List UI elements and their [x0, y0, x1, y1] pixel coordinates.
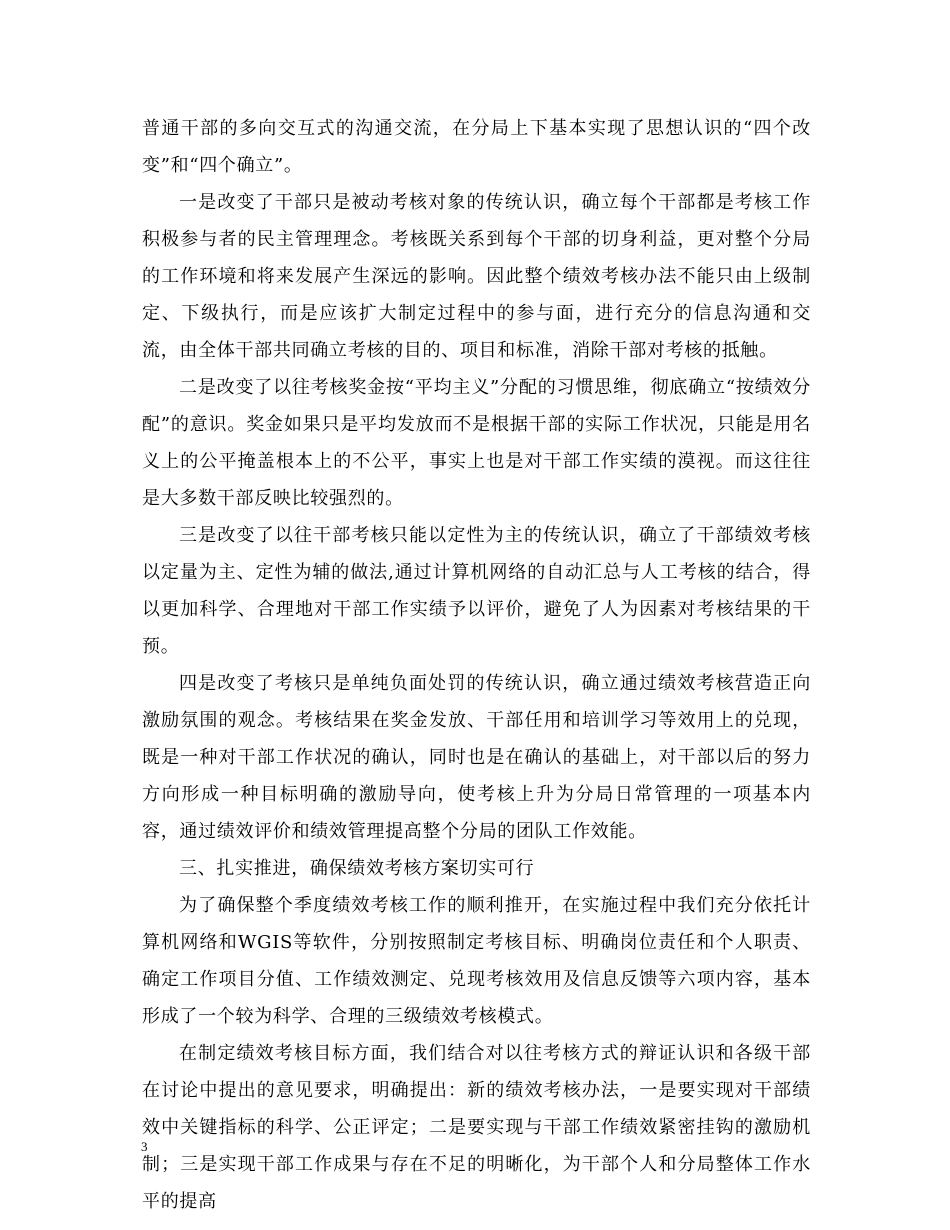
body-text	[142, 110, 811, 1220]
paragraph-change-one: 一是改变了干部只是被动考核对象的传统认识，确立每个干部都是考核工作积极参与者的民主管理理念。考核既关系到每个干部的切身利益，更对整个分局的工作环境和将来发展产生深远的影响。因此整个绩效考核办法不能只由上级制定、下级执行，而是应该扩大制定过程中的参与面，进行充分的信息沟通和交流，由全体干部共同确立考核的目的、项目和标准，消除干部对考核的抵触。	[142, 192, 811, 361]
paragraph-goals: 在制定绩效考核目标方面，我们结合对以往考核方式的辩证认识和各级干部在讨论中提出的意见要求，明确提出：新的绩效考核办法，一是要实现对干部绩效中关键指标的科学、公正评定；二是要实现与干部工作绩效紧密挂钩的激励机制；三是实现干部工作成果与存在不足的明晰化，为干部个人和分局整体工作水平的提高	[142, 1043, 811, 1212]
paragraph-change-four: 四是改变了考核只是单纯负面处罚的传统认识，确立通过绩效考核营造正向激励氛围的观念。考核结果在奖金发放、干部任用和培训学习等效用上的兑现，既是一种对干部工作状况的确认，同时也是在确认的基础上，对干部以后的努力方向形成一种目标明确的激励导向，使考核上升为分局日常管理的一项基本内容，通过绩效评价和绩效管理提高整个分局的团队工作效能。	[142, 673, 811, 842]
page-number: 3	[141, 1139, 148, 1154]
paragraph-continuation: 普通干部的多向交互式的沟通交流，在分局上下基本实现了思想认识的“四个改变”和“四个确立”。	[142, 118, 811, 176]
section-heading: 三、扎实推进，确保绩效考核方案切实可行	[179, 858, 535, 879]
paragraph-implementation: 为了确保整个季度绩效考核工作的顺利推开，在实施过程中我们充分依托计算机网络和WGIS等软件，分别按照制定考核目标、明确岗位责任和个人职责、确定工作项目分值、工作绩效测定、兑现考核效用及信息反馈等六项内容，基本形成了一个较为科学、合理的三级绩效考核模式。	[142, 895, 811, 1027]
paragraph-change-two: 二是改变了以往考核奖金按“平均主义”分配的习惯思维，彻底确立“按绩效分配”的意识。奖金如果只是平均发放而不是根据干部的实际工作状况，只能是用名义上的公平掩盖根本上的不公平，事实上也是对干部工作实绩的漠视。而这往往是大多数干部反映比较强烈的。	[142, 377, 811, 509]
paragraph-change-three: 三是改变了以往干部考核只能以定性为主的传统认识，确立了干部绩效考核以定量为主、定性为辅的做法,通过计算机网络的自动汇总与人工考核的结合，得以更加科学、合理地对干部工作实绩予以评价，避免了人为因素对考核结果的干预。	[142, 525, 811, 657]
